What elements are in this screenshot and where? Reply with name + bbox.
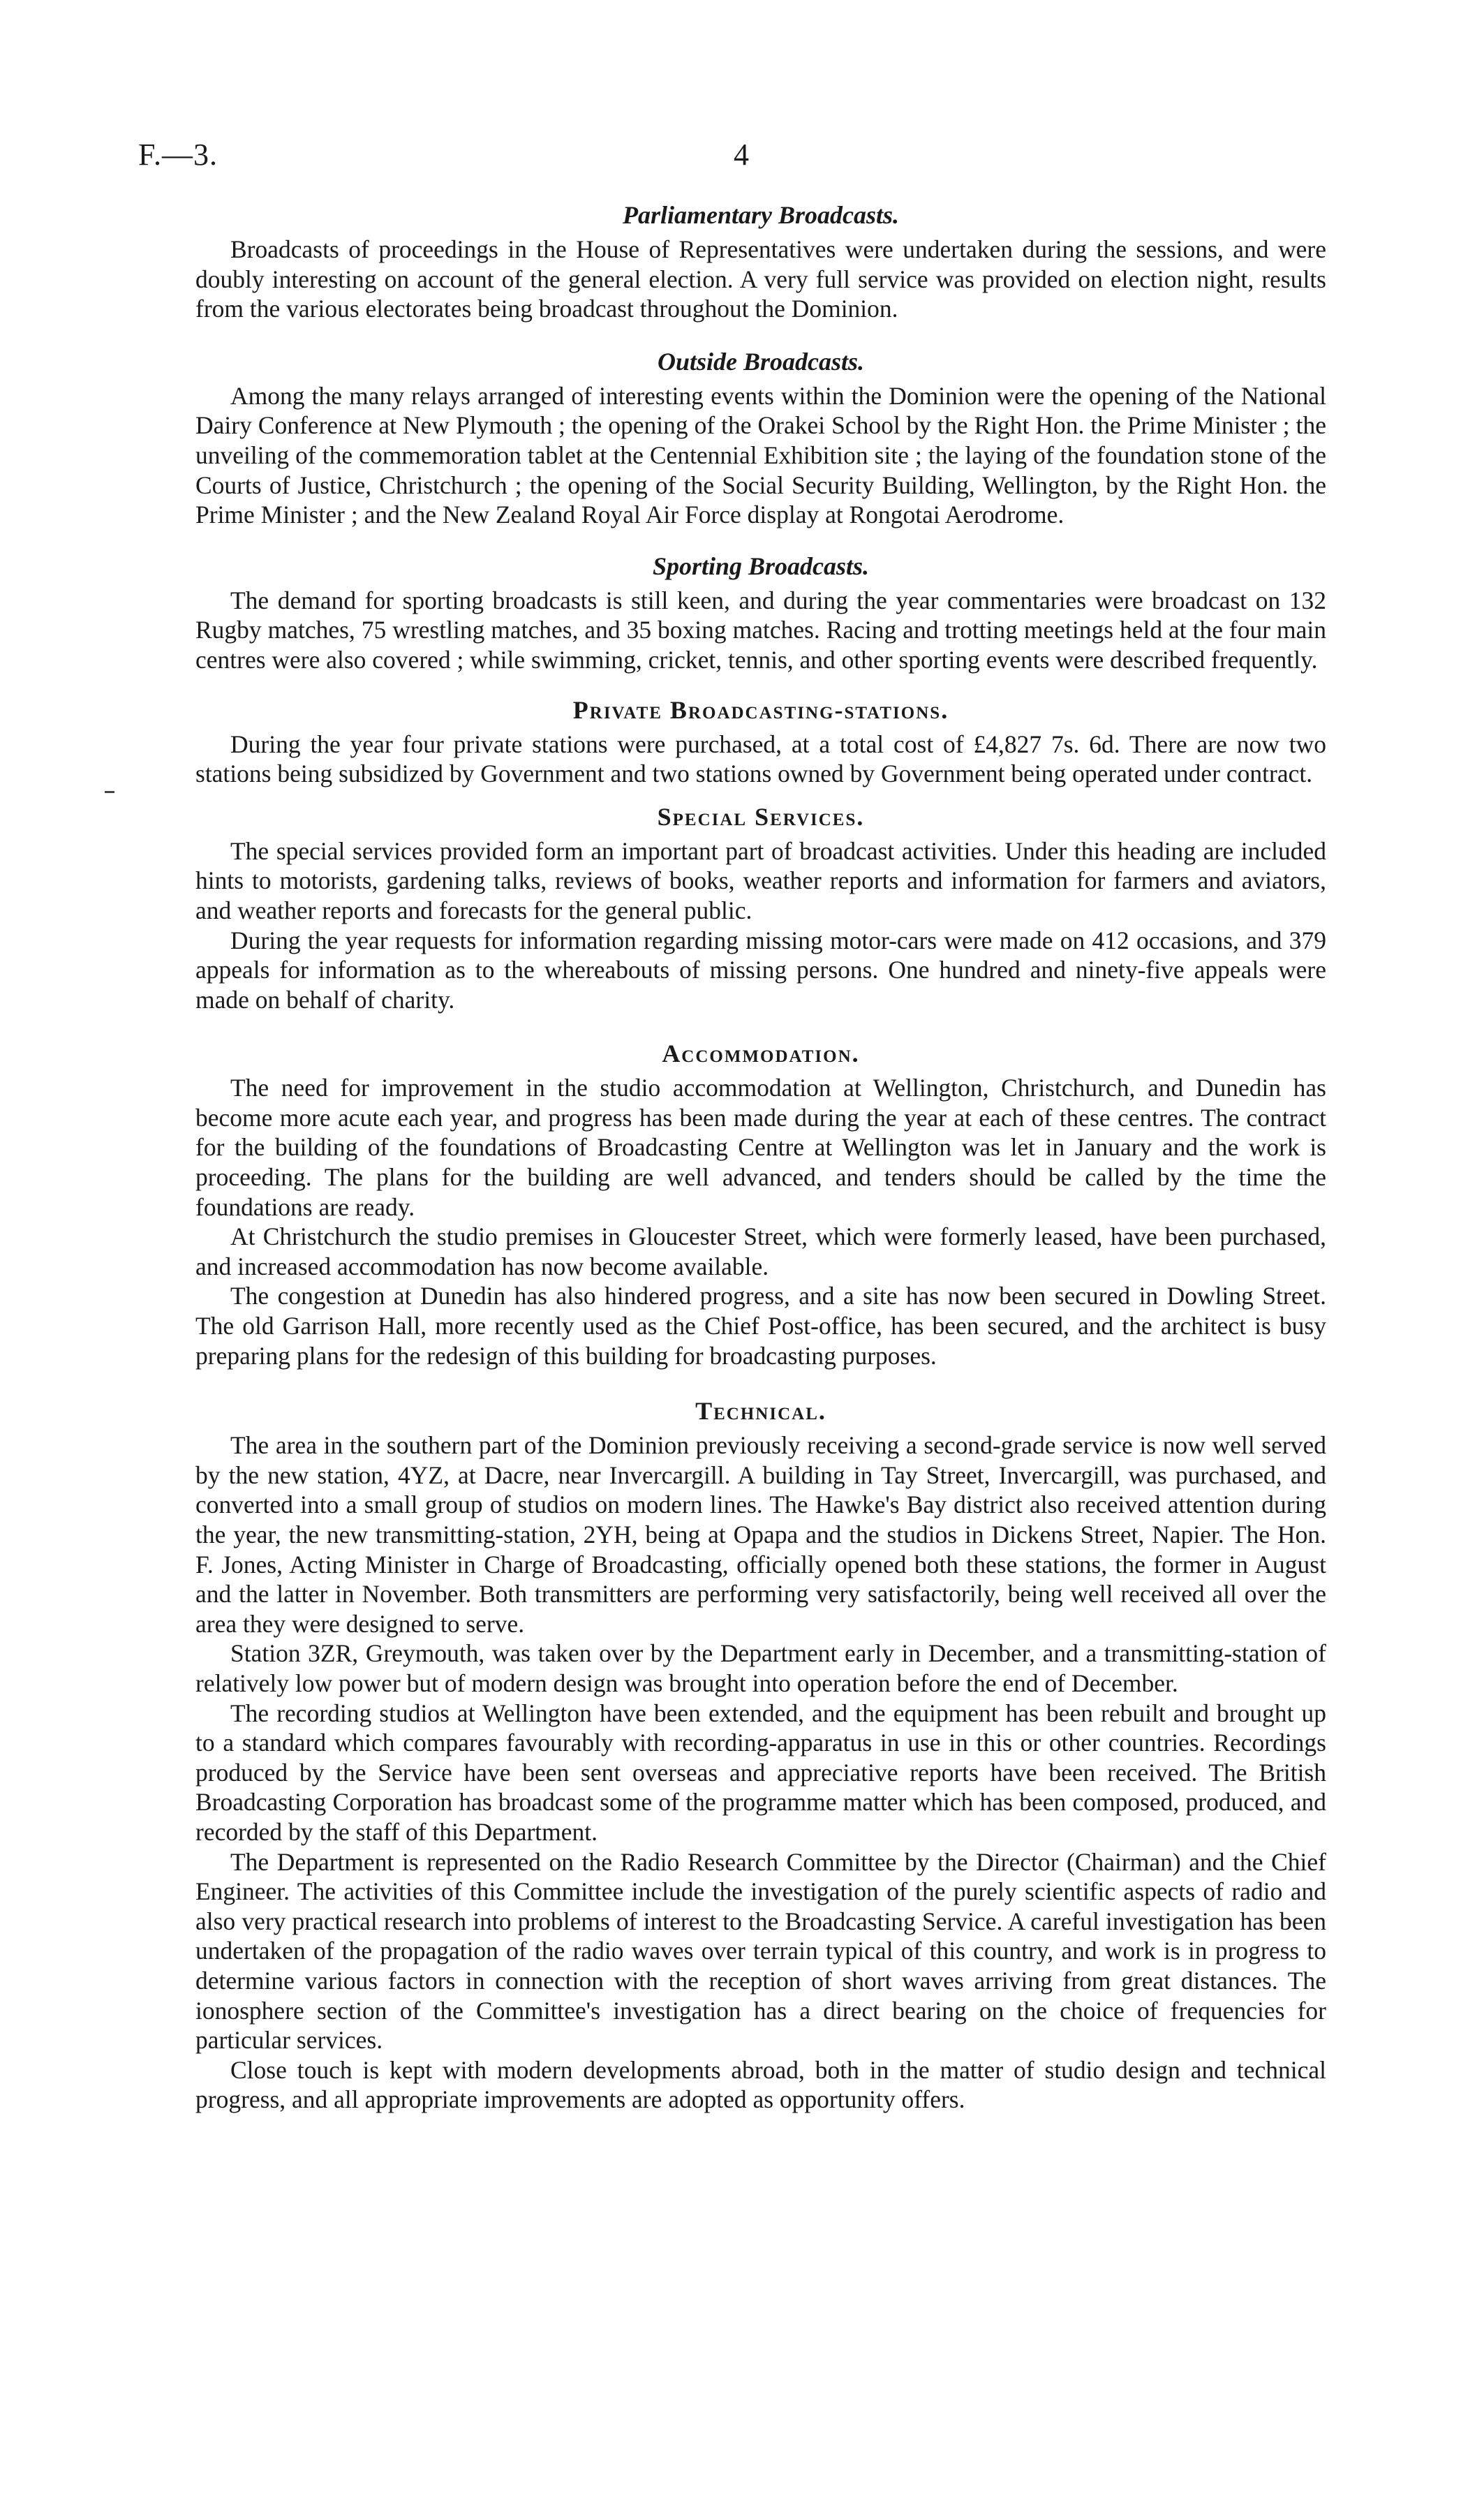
paragraph: At Christchurch the studio premises in Gloucester Street, which were formerly leased, have been purchased, and increased accommodation has now become available.	[195, 1222, 1326, 1280]
section-title: Accommodation.	[662, 1040, 860, 1068]
paragraph: The need for improvement in the studio accommodation at Wellington, Christchurch, and Dunedin has become more acute each year, and progress has been made during the year at each of these centres. The contract for the building of the foundations of Broadcasting Centre at Wellington was let in January and the work is proceeding. The plans for the building are well advanced, and tenders should be called by the time the foundations are ready.	[195, 1074, 1326, 1221]
section-title: Outside Broadcasts.	[657, 347, 865, 376]
margin-mark	[105, 791, 114, 793]
section-title: Technical.	[695, 1397, 826, 1426]
document-body	[195, 200, 1326, 2115]
section-title: Private Broadcasting-stations.	[572, 695, 949, 724]
paragraph: The special services provided form an important part of broadcast activities. Under this heading are included hints to motorists, gardening talks, reviews of books, weather reports and information for farmers and aviators, and weather reports and forecasts for the general public.	[195, 836, 1326, 924]
section-sporting-broadcasts	[195, 551, 1326, 675]
section-title: Sporting Broadcasts.	[652, 552, 870, 580]
paragraph: The Department is represented on the Radio Research Committee by the Director (Chairman) and the Chief Engineer. The activities of this Committee include the investigation of the purely scientific aspects of radio and also very practical research into problems of interest to the Broadcasting Service. A careful investigation has been undertaken of the propagation of the radio waves over terrain typical of this country, and work is in progress to determine various factors in connection with the reception of short waves arriving from great distances. The ionosphere section of the Committee's investigation has a direct bearing on the choice of frequencies for particular services.	[195, 1847, 1326, 2055]
page-header	[138, 137, 1344, 179]
paragraph: Broadcasts of proceedings in the House of Representatives were undertaken during the sessions, and were doubly interesting on account of the general election. A very full service was provided on election night, results from the various electorates being broadcast throughout the Dominion.	[195, 235, 1326, 323]
paragraph: The recording studios at Wellington have been extended, and the equipment has been rebuilt and brought up to a standard which compares favourably with recording-apparatus in use in this or other countries. Recordings produced by the Service have been sent overseas and appreciative reports have been received. The British Broadcasting Corporation has broadcast some of the programme matter which has been composed, produced, and recorded by the staff of this Department.	[195, 1699, 1326, 1846]
paragraph: During the year requests for information regarding missing motor-cars were made on 412 occasions, and 379 appeals for information as to the whereabouts of missing persons. One hundred and ninety-five appeals were made on behalf of charity.	[195, 926, 1326, 1014]
section-title: Parliamentary Broadcasts.	[622, 201, 900, 229]
section-outside-broadcasts	[195, 346, 1326, 530]
document-reference: F.—3.	[138, 138, 218, 172]
section-technical	[195, 1396, 1326, 2115]
section-parliamentary-broadcasts	[195, 200, 1326, 324]
paragraph: The congestion at Dunedin has also hindered progress, and a site has now been secured in Dowling Street. The old Garrison Hall, more recently used as the Chief Post-office, has been secured, and the architect is busy preparing plans for the redesign of this building for broadcasting purposes.	[195, 1282, 1326, 1370]
section-special-services	[195, 801, 1326, 1015]
section-private-broadcasting-stations	[195, 695, 1326, 789]
paragraph: The area in the southern part of the Dominion previously receiving a second-grade service is now well served by the new station, 4YZ, at Dacre, near Invercargill. A building in Tay Street, Invercargill, was purchased, and converted into a small group of studios on modern lines. The Hawke's Bay district also received attention during the year, the new transmitting-station, 2YH, being at Opapa and the studios in Dickens Street, Napier. The Hon. F. Jones, Acting Minister in Charge of Broadcasting, officially opened both these stations, the former in August and the latter in November. Both transmitters are performing very satisfactorily, being well received all over the area they were designed to serve.	[195, 1431, 1326, 1638]
paragraph: The demand for sporting broadcasts is still keen, and during the year commentaries were broadcast on 132 Rugby matches, 75 wrestling matches, and 35 boxing matches. Racing and trotting meetings held at the four main centres were also covered ; while swimming, cricket, tennis, and other sporting events were described frequently.	[195, 586, 1326, 674]
paragraph: During the year four private stations were purchased, at a total cost of £4,827 7s. 6d. There are now two stations being subsidized by Government and two stations owned by Government being operated under contract.	[195, 730, 1326, 788]
section-accommodation	[195, 1038, 1326, 1370]
paragraph: Among the many relays arranged of interesting events within the Dominion were the opening of the National Dairy Conference at New Plymouth ; the opening of the Orakei School by the Right Hon. the Prime Minister ; the unveiling of the commemoration tablet at the Centennial Exhibition site ; the laying of the foundation stone of the Courts of Justice, Christchurch ; the opening of the Social Security Building, Wellington, by the Right Hon. the Prime Minister ; and the New Zealand Royal Air Force display at Rongotai Aerodrome.	[195, 381, 1326, 529]
paragraph: Close touch is kept with modern developments abroad, both in the matter of studio design and technical progress, and all appropriate improvements are adopted as opportunity offers.	[195, 2055, 1326, 2114]
section-title: Special Services.	[657, 802, 865, 831]
paragraph: Station 3ZR, Greymouth, was taken over by the Department early in December, and a transmitting-station of relatively low power but of modern design was brought into operation before the end of December.	[195, 1639, 1326, 1697]
page-number: 4	[734, 138, 749, 172]
